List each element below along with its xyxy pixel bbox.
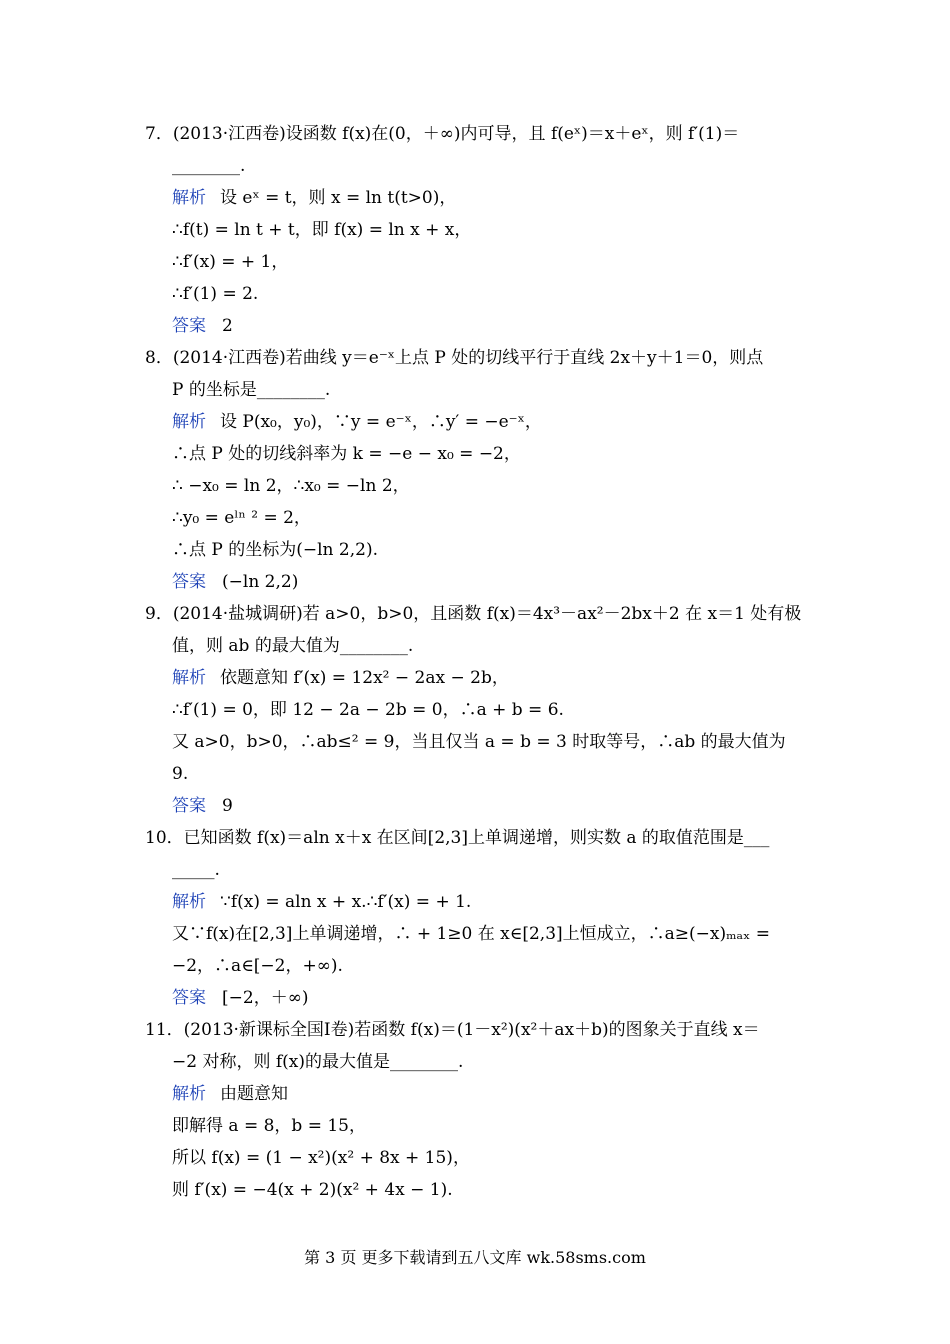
solution-9-line-2: ∴f′(1) = 0，即 12 − 2a − 2b = 0，∴a + b = 6. [172,700,564,720]
solution-8-line-1 [172,410,542,434]
solution-9-line-1 [172,666,509,690]
problem-11-line-1: 11．(2013·新课标全国Ⅰ卷)若函数 f(x)＝(1－x²)(x²＋ax＋b)的图象关于直线 x＝ [145,1020,760,1040]
problem-11-line-2: −2 对称，则 f(x)的最大值是________. [172,1052,464,1072]
answer-7 [172,314,233,338]
answer-text: (−ln 2,2) [222,572,299,592]
solution-7-line-2: ∴f(t) = ln t + t，即 f(x) = ln x + x， [172,220,472,240]
solution-10-line-3: −2，∴a∈[−2，+∞). [172,956,343,976]
solution-8-line-2: ∴点 P 处的切线斜率为 k = −e − x₀ = −2， [172,444,521,464]
answer-9 [172,794,233,818]
problem-10-line-1: 10．已知函数 f(x)＝aln x＋x 在区间[2,3]上单调递增，则实数 a 的取值范围是___ [145,828,770,848]
solution-label: 解析 [172,188,206,208]
problem-8-line-1: 8．(2014·江西卷)若曲线 y＝e⁻ˣ上点 P 处的切线平行于直线 2x＋y＋1＝0，则点 [145,348,764,368]
solution-text: 依题意知 f′(x) = 12x² − 2ax − 2b， [220,668,509,688]
solution-text: ∵f(x) = aln x + x.∴f′(x) = + 1. [220,892,472,912]
solution-label: 解析 [172,412,206,432]
solution-7-line-4: ∴f′(1) = 2. [172,284,259,304]
answer-label: 答案 [172,316,206,336]
solution-11-line-3: 所以 f(x) = (1 − x²)(x² + 8x + 15)， [172,1148,470,1168]
solution-7-line-1 [172,186,456,210]
solution-9-line-3: 又 a>0，b>0，∴ab≤² = 9，当且仅当 a = b = 3 时取等号，∴ab 的最大值为 [172,732,786,752]
problem-9-line-1: 9．(2014·盐城调研)若 a>0，b>0，且函数 f(x)＝4x³－ax²－2bx＋2 在 x＝1 处有极 [145,604,802,624]
answer-text: 9 [222,796,233,816]
solution-text: 由题意知 [220,1084,288,1104]
answer-label: 答案 [172,988,206,1008]
solution-8-line-4: ∴y₀ = eˡⁿ ² = 2， [172,508,311,528]
problem-8-line-2: P 的坐标是________. [172,380,331,400]
problem-7-line-2: ________. [172,156,246,176]
solution-10-line-1 [172,890,471,914]
solution-9-line-4: 9. [172,764,189,784]
problem-10-line-2: _____. [172,860,220,880]
solution-10-line-2: 又∵f(x)在[2,3]上单调递增，∴ + 1≥0 在 x∈[2,3]上恒成立，∴a≥(−x)ₘₐₓ = [172,924,770,944]
answer-8 [172,570,298,594]
problem-7-line-1: 7．(2013·江西卷)设函数 f(x)在(0，＋∞)内可导，且 f(eˣ)＝x＋eˣ，则 f′(1)＝ [145,124,740,144]
solution-label: 解析 [172,1084,206,1104]
problem-9-line-2: 值，则 ab 的最大值为________. [172,636,414,656]
solution-7-line-3: ∴f′(x) = + 1， [172,252,289,272]
solution-11-line-1 [172,1082,288,1106]
solution-11-line-2: 即解得 a = 8，b = 15， [172,1116,366,1136]
solution-label: 解析 [172,892,206,912]
answer-label: 答案 [172,796,206,816]
solution-text: 设 P(x₀，y₀)，∵y = e⁻ˣ，∴y′ = −e⁻ˣ， [220,412,542,432]
solution-8-line-5: ∴点 P 的坐标为(−ln 2,2). [172,540,378,560]
answer-text: [−2，＋∞) [222,988,309,1008]
page-footer: 第 3 页 更多下载请到五八文库 wk.58sms.com [304,1248,646,1267]
solution-11-line-4: 则 f′(x) = −4(x + 2)(x² + 4x − 1). [172,1180,453,1200]
solution-text: 设 eˣ = t，则 x = ln t(t>0)， [220,188,457,208]
answer-10 [172,986,309,1010]
answer-text: 2 [222,316,233,336]
solution-8-line-3: ∴ −x₀ = ln 2，∴x₀ = −ln 2， [172,476,410,496]
answer-label: 答案 [172,572,206,592]
solution-label: 解析 [172,668,206,688]
